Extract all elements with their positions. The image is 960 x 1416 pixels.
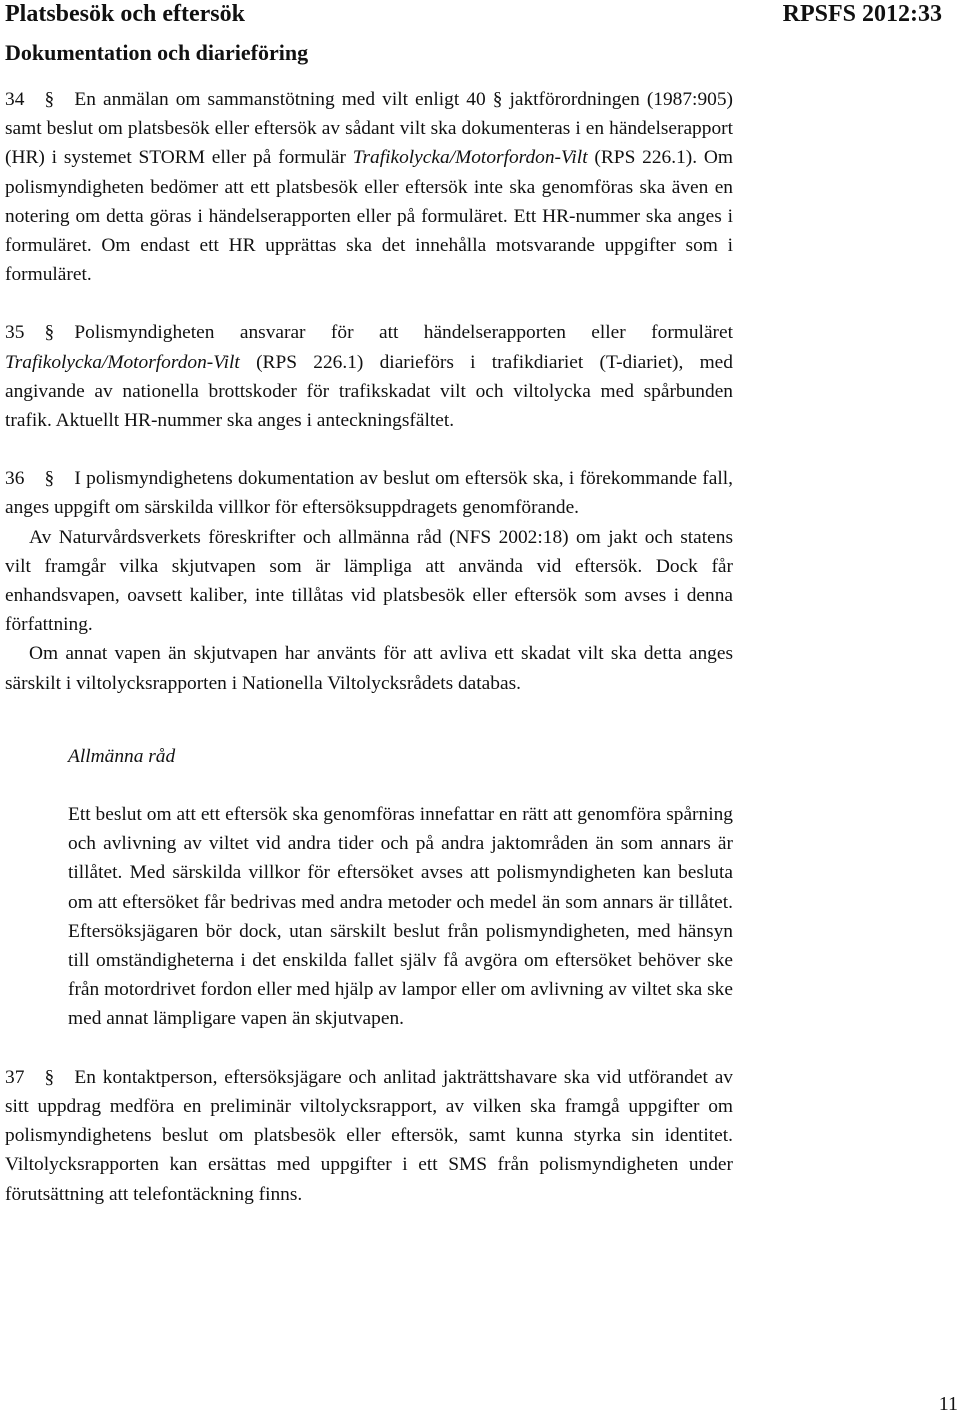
general-advice-text: Ett beslut om att ett eftersök ska genomföras innefattar en rätt att genomföra spårning och avlivning av viltet vid andra tider och på andra jaktområden än som annars är tillåtet. Med särskilda villkor för eftersöket avses att polismyndigheten kan besluta om att eftersöket får bedrivas med andra metoder och medel än som annars är tillåtet. Eftersöksjägaren bör dock, utan särskilt beslut från polismyndigheten, med hänsyn till omständigheterna i det enskilda fallet själv få avgöra om eftersöket behöver ske från motordrivet fordon eller med hjälp av lampor eller om avlivning av viltet ska ske med annat lämpligare vapen än skjutvapen. — [68, 804, 733, 1030]
page-header — [5, 0, 308, 67]
document-title: Platsbesök och eftersök — [5, 1, 245, 27]
page-number: 11 — [938, 1393, 958, 1415]
paragraph-sign: § — [44, 468, 55, 490]
document-body — [5, 85, 733, 1238]
document-code: RPSFS 2012:33 — [782, 1, 942, 27]
section-36 — [5, 464, 733, 698]
section-34-text-b: (RPS 226.1). Om polismyndigheten bedömer att ett platsbesök eller eftersök inte ska genomföras ska även en notering om detta göras i händelserapporten eller på formuläret. Ett HR-nummer ska anges i formuläret. Om endast ett HR upprättas ska det innehålla motsvarande uppgifter som i formuläret. — [5, 147, 733, 286]
section-number: 34 — [5, 89, 25, 110]
section-37 — [5, 1063, 733, 1209]
section-35 — [5, 318, 733, 435]
section-number: 36 — [5, 468, 25, 490]
section-35-paragraph — [5, 318, 733, 435]
section-37-paragraph — [5, 1063, 733, 1209]
section-36-paragraph-2: Av Naturvårdsverkets föreskrifter och allmänna råd (NFS 2002:18) om jakt och statens vilt framgår vilka skjutvapen som är lämpliga att använda vid eftersök. Dock får enhandsvapen, oavsett kaliber, inte tillåtas vid platsbesök eller eftersök som avses i denna författning. — [5, 526, 733, 636]
section-34-text-a: En anmälan om sammanstötning med vilt enligt 40 § jaktförordningen (1987:905) samt beslut om platsbesök eller eftersök av sådant vilt ska dokumenteras i en händelserapport (HR) i systemet STORM eller på formulär — [5, 89, 733, 169]
section-36-paragraph-3: Om annat vapen än skjutvapen har använts för att avliva ett skadat vilt ska detta anges särskilt i viltolycksrapporten i Nationella Viltolycksrådets databas. — [5, 643, 733, 694]
paragraph-sign: § — [44, 322, 55, 344]
form-name: Trafikolycka/Motorfordon-Vilt — [352, 147, 588, 169]
section-35-text-a: Polismyndigheten ansvarar för att händelserapporten eller formuläret — [74, 322, 733, 344]
paragraph-sign: § — [44, 89, 55, 110]
section-36-paragraph-1 — [5, 464, 733, 522]
form-name: Trafikolycka/Motorfordon-Vilt — [5, 351, 240, 373]
general-advice-block — [68, 742, 733, 1034]
paragraph-sign: § — [44, 1066, 55, 1088]
section-37-text: En kontaktperson, eftersöksjägare och anlitad jakträttshavare ska vid utförandet av sitt uppdrag medföra en preliminär viltolycksrapport, av vilken ska framgå uppgifter om polismyndighetens beslut om platsbesök eller eftersök, samt kunna styrka sin identitet. Viltolycksrapporten kan ersättas med uppgifter i ett SMS från polismyndigheten under förutsättning att telefontäckning finns. — [5, 1066, 733, 1205]
section-36-text-1: I polismyndighetens dokumentation av beslut om eftersök ska, i förekommande fall, anges uppgift om särskilda villkor för eftersöksuppdragets genomförande. — [5, 468, 733, 519]
section-number: 35 — [5, 322, 25, 344]
section-34 — [5, 85, 733, 289]
section-35-text-b: (RPS 226.1) diarieförs i trafikdiariet (T-diariet), med angivande av nationella brottskoder för trafikskadat vilt och viltolycka med spårbunden trafik. Aktuellt HR-nummer ska anges i anteckningsfältet. — [5, 351, 733, 432]
section-34-paragraph — [5, 85, 733, 289]
general-advice-title: Allmänna råd — [68, 745, 176, 767]
section-number: 37 — [5, 1066, 25, 1088]
section-heading: Dokumentation och diarieföring — [5, 40, 309, 65]
